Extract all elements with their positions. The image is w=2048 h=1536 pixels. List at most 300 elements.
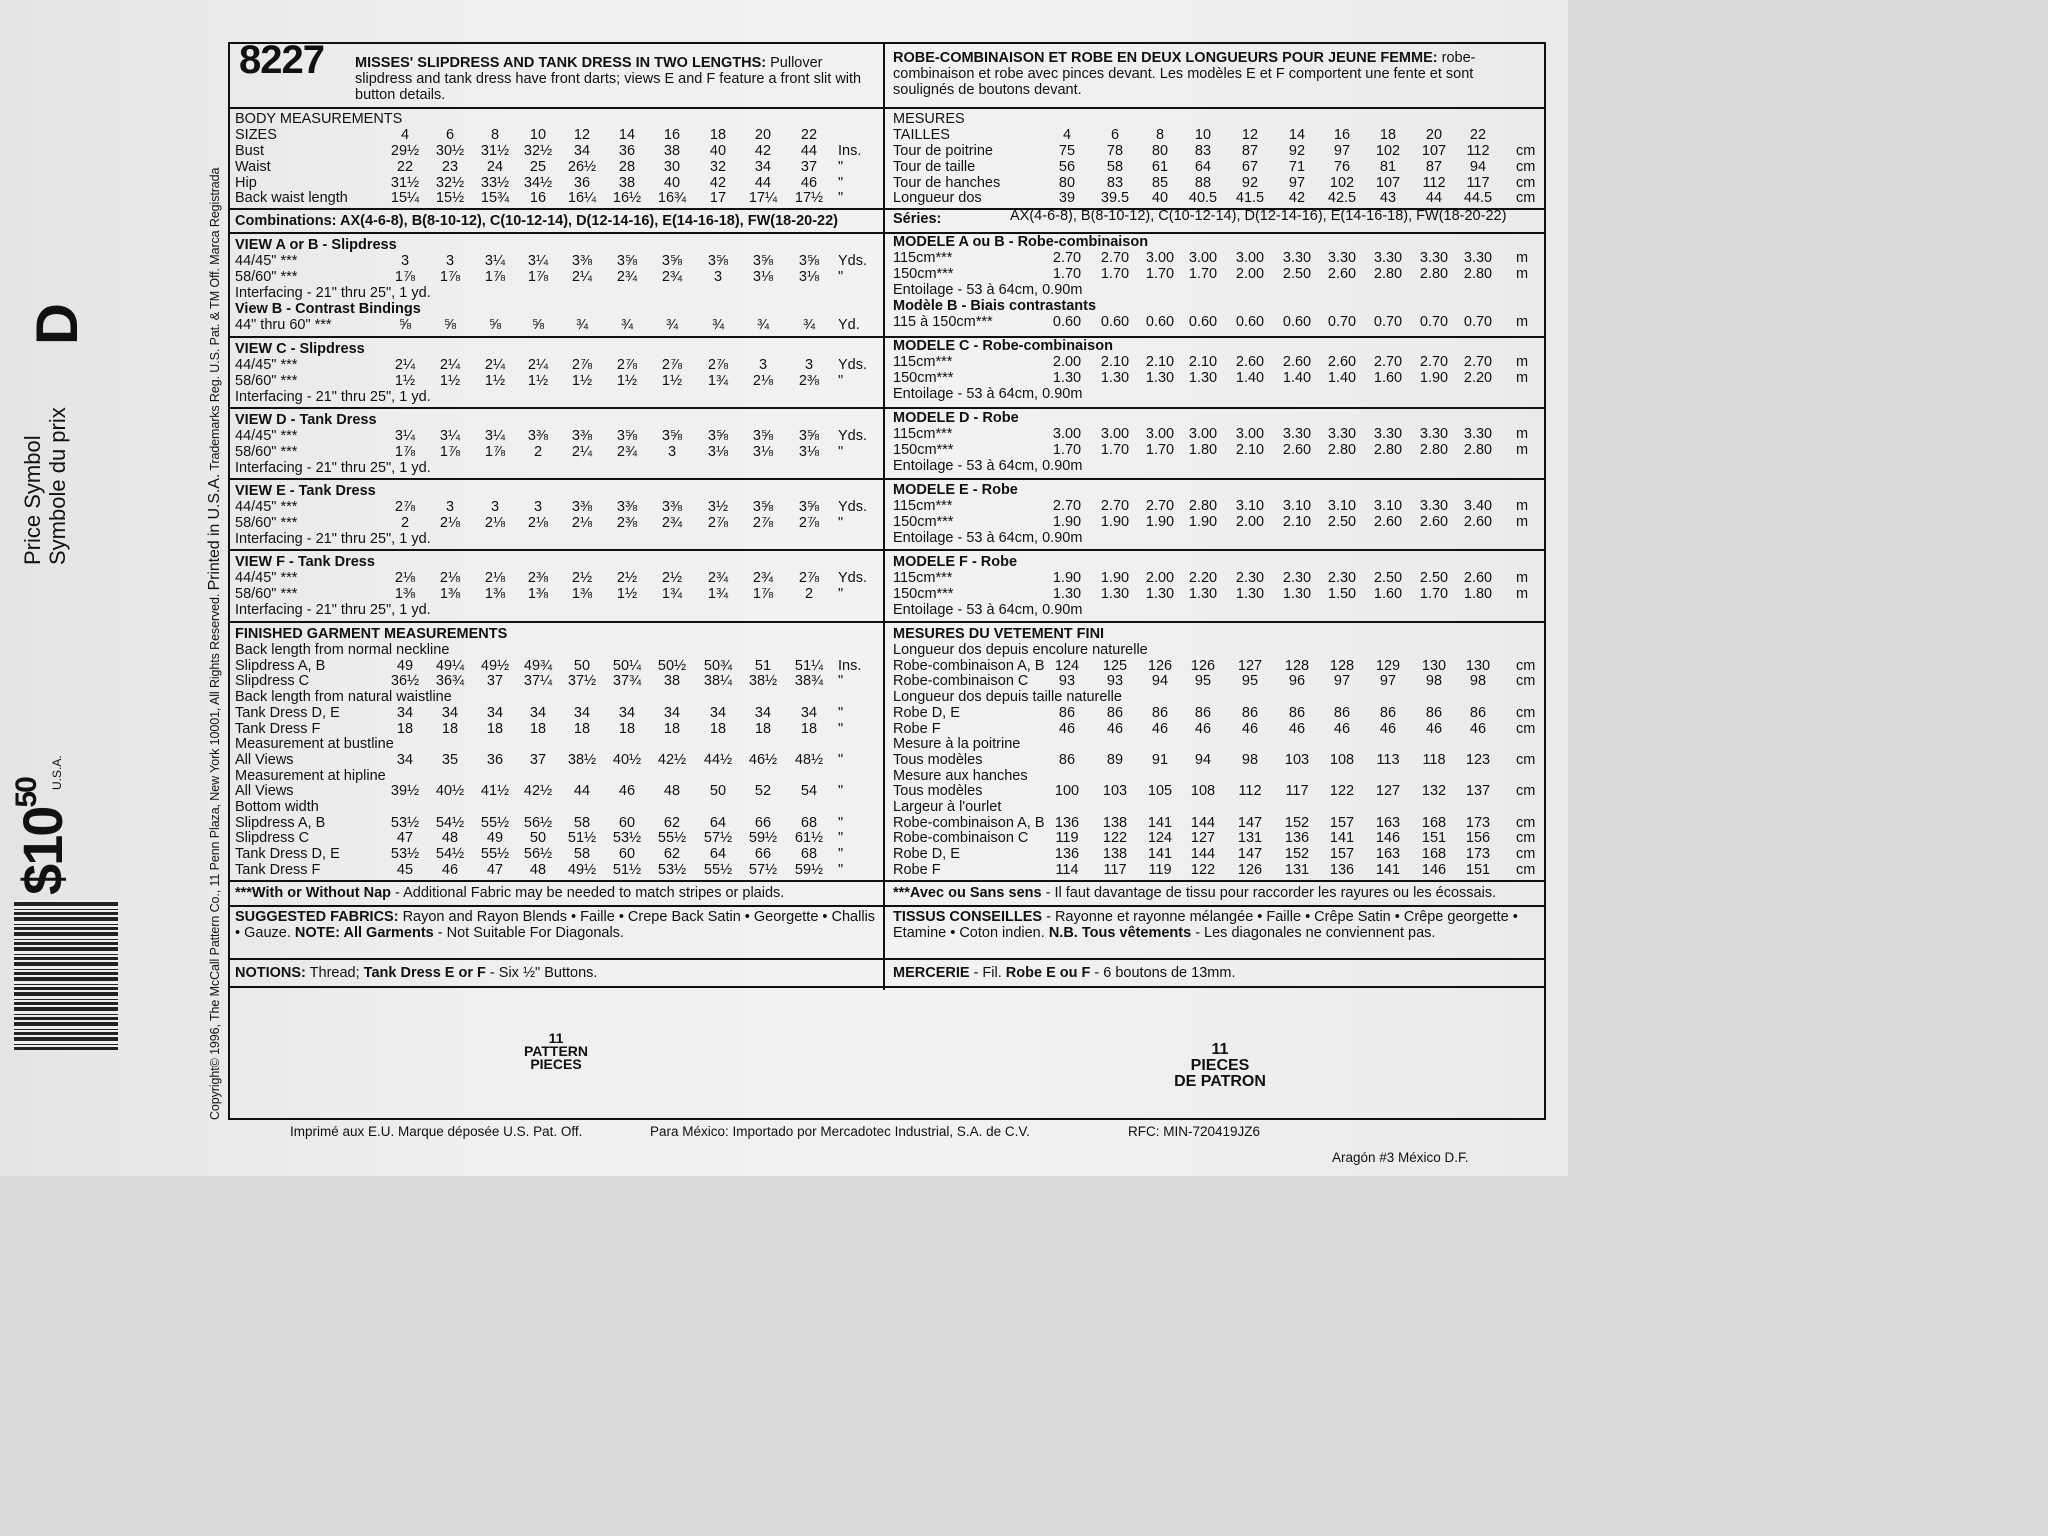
row-label: Robe D, E <box>893 704 960 721</box>
cell-value: 86 <box>1379 704 1397 721</box>
cell-value: 2⅛ <box>527 515 549 531</box>
suggested-fabrics: SUGGESTED FABRICS: Rayon and Rayon Blends • Faille • Crepe Back Satin • Georgette • Challis • Gauze. NOTE: All Garments - Not Suitable For Diagonals. <box>235 909 876 941</box>
divider-line <box>885 407 1546 409</box>
cell-value: 18 <box>529 720 547 737</box>
cell-value: 61 <box>1151 159 1169 175</box>
cell-value: 2⅞ <box>752 515 774 531</box>
divider-line <box>228 478 883 480</box>
unit-label: cm <box>1516 720 1536 737</box>
cell-value: 58 <box>1106 159 1124 175</box>
unit-label: m <box>1516 586 1529 602</box>
cell-value: 98 <box>1469 673 1487 690</box>
cell-value: 3.00 <box>1188 250 1218 266</box>
cell-value: 2¾ <box>661 269 683 285</box>
cell-value: 64 <box>709 814 727 831</box>
cell-value: 58 <box>573 814 591 831</box>
cell-value: 33½ <box>480 175 510 191</box>
cell-value: 18 <box>573 720 591 737</box>
row-label: Robe D, E <box>893 846 960 863</box>
finished-subheading: Back length from natural waistline <box>235 689 452 706</box>
finished-subheading: Longueur dos depuis taille naturelle <box>893 689 1122 706</box>
cell-value: 39 <box>1058 190 1076 206</box>
cell-value: 1.30 <box>1100 586 1130 602</box>
cell-value: 44 <box>1425 190 1443 206</box>
interfacing-note: Entoilage - 53 à 64cm, 0.90m <box>893 602 1083 618</box>
footer-mexico: Para México: Importado por Mercadotec Industrial, S.A. de C.V. <box>650 1124 1030 1139</box>
cell-value: 14 <box>1288 127 1306 143</box>
cell-value: 118 <box>1422 751 1446 768</box>
cell-value: 55½ <box>480 814 510 831</box>
cell-value: 50½ <box>657 657 687 674</box>
row-label: 150cm*** <box>893 514 954 530</box>
cell-value: 117 <box>1285 783 1309 800</box>
cell-value: 2¼ <box>527 357 549 373</box>
cell-value: 127 <box>1375 783 1401 800</box>
cell-value: 3.30 <box>1327 250 1357 266</box>
cell-value: 3 <box>804 357 814 373</box>
cell-value: 36 <box>573 175 591 191</box>
cell-value: 3 <box>445 499 455 515</box>
cell-value: 87 <box>1425 159 1443 175</box>
notions: MERCERIE - Fil. Robe E ou F - 6 boutons de 13mm. <box>893 965 1236 981</box>
cell-value: 1⅜ <box>484 586 506 602</box>
cell-value: 22 <box>800 127 818 143</box>
cell-value: 138 <box>1102 846 1128 863</box>
cell-value: 124 <box>1054 657 1080 674</box>
cell-value: 32½ <box>523 143 553 159</box>
cell-value: 3⅜ <box>661 499 683 515</box>
cell-value: 1.90 <box>1100 570 1130 586</box>
cell-value: 3⅝ <box>616 253 638 269</box>
cell-value: 18 <box>800 720 818 737</box>
cell-value: 97 <box>1379 673 1397 690</box>
cell-value: 2⅛ <box>484 515 506 531</box>
cell-value: 2.60 <box>1282 354 1312 370</box>
cell-value: 23 <box>441 159 459 175</box>
cell-value: 3⅝ <box>707 253 729 269</box>
cell-value: 83 <box>1106 175 1124 191</box>
cell-value: 15¾ <box>480 190 510 206</box>
row-label: 115cm*** <box>893 354 953 370</box>
cell-value: 2⅜ <box>616 515 638 531</box>
cell-value: 1.30 <box>1188 586 1218 602</box>
cell-value: 3¼ <box>439 428 461 444</box>
cell-value: 67 <box>1241 159 1259 175</box>
price-symbol-label-fr: Symbole du prix <box>45 407 70 565</box>
cell-value: 3.00 <box>1100 426 1130 442</box>
divider-line <box>885 621 1546 623</box>
cell-value: 136 <box>1284 830 1310 847</box>
cell-value: 2.80 <box>1373 266 1403 282</box>
cell-value: 3 <box>667 444 677 460</box>
cell-value: 3½ <box>707 499 729 515</box>
row-label: 58/60" *** <box>235 269 298 285</box>
cell-value: 144 <box>1190 814 1216 831</box>
row-label: All Views <box>235 783 294 800</box>
unit-label: " <box>838 830 844 847</box>
cell-value: 86 <box>1194 704 1212 721</box>
cell-value: ¾ <box>802 317 816 333</box>
row-label: 44/45" *** <box>235 253 298 269</box>
cell-value: 130 <box>1421 657 1447 674</box>
price-letter: D <box>25 303 90 345</box>
cell-value: 16 <box>663 127 681 143</box>
cell-value: 49½ <box>480 657 510 674</box>
unit-label: cm <box>1516 143 1536 159</box>
cell-value: 2.80 <box>1327 442 1357 458</box>
cell-value: 3 <box>713 269 723 285</box>
cell-value: 3.10 <box>1373 498 1403 514</box>
row-label: 44/45" *** <box>235 357 298 373</box>
view-subtitle: Modèle B - Biais contrastants <box>893 298 1097 314</box>
cell-value: 46 <box>1333 720 1351 737</box>
cell-value: 53½ <box>390 846 420 863</box>
cell-value: 48 <box>663 783 681 800</box>
cell-value: 0.60 <box>1235 314 1265 330</box>
row-label: Back waist length <box>235 190 348 206</box>
finished-subheading: Largeur à l'ourlet <box>893 799 1002 815</box>
unit-label: Yds. <box>838 499 868 515</box>
cell-value: 31½ <box>390 175 420 191</box>
cell-value: 1.90 <box>1052 514 1082 530</box>
interfacing-note: Entoilage - 53 à 64cm, 0.90m <box>893 282 1083 298</box>
cell-value: 1.70 <box>1145 442 1175 458</box>
footer-rfc: RFC: MIN-720419JZ6 <box>1128 1124 1261 1139</box>
cell-value: 52 <box>754 783 772 800</box>
unit-label: " <box>838 846 844 863</box>
cell-value: 117 <box>1466 175 1490 191</box>
row-label: Robe-combinaison C <box>893 830 1029 847</box>
cell-value: 1½ <box>484 373 506 389</box>
cell-value: 34 <box>663 704 681 721</box>
cell-value: 57½ <box>703 830 733 847</box>
cell-value: 2¼ <box>571 444 593 460</box>
cell-value: 40½ <box>612 751 642 768</box>
cell-value: 37¾ <box>612 673 642 690</box>
cell-value: 85 <box>1151 175 1169 191</box>
cell-value: 2¼ <box>394 357 416 373</box>
cell-value: 48 <box>441 830 459 847</box>
cell-value: 28 <box>618 159 636 175</box>
footer-imprint: Imprimé aux E.U. Marque déposée U.S. Pat. Off. <box>290 1124 583 1139</box>
cell-value: 2⅞ <box>571 357 593 373</box>
cell-value: 2⅛ <box>439 570 461 586</box>
cell-value: 18 <box>618 720 636 737</box>
unit-label: " <box>838 586 844 602</box>
cell-value: 2.70 <box>1100 250 1130 266</box>
row-label: Slipdress A, B <box>235 814 326 831</box>
cell-value: ¾ <box>665 317 679 333</box>
cell-value: 2.70 <box>1419 354 1449 370</box>
cell-value: 81 <box>1379 159 1397 175</box>
cell-value: 102 <box>1375 143 1401 159</box>
cell-value: 3⅝ <box>752 428 774 444</box>
cell-value: 29½ <box>390 143 420 159</box>
cell-value: 146 <box>1421 861 1447 878</box>
cell-value: 151 <box>1421 830 1447 847</box>
cell-value: 18 <box>709 720 727 737</box>
cell-value: 151 <box>1465 861 1491 878</box>
cell-value: 163 <box>1375 814 1401 831</box>
cell-value: 3⅜ <box>527 428 549 444</box>
view-title: VIEW E - Tank Dress <box>235 483 376 499</box>
row-label: 58/60" *** <box>235 373 298 389</box>
cell-value: 3⅝ <box>798 253 820 269</box>
cell-value: 3¼ <box>484 253 506 269</box>
cell-value: 36 <box>618 143 636 159</box>
cell-value: 2.30 <box>1327 570 1357 586</box>
cell-value: 64 <box>709 846 727 863</box>
interfacing-note: Interfacing - 21" thru 25", 1 yd. <box>235 460 431 476</box>
cell-value: 168 <box>1421 846 1447 863</box>
row-label: 58/60" *** <box>235 444 298 460</box>
cell-value: 2¾ <box>661 515 683 531</box>
cell-value: 3.00 <box>1145 250 1175 266</box>
cell-value: 91 <box>1151 751 1169 768</box>
cell-value: 1½ <box>616 373 638 389</box>
cell-value: 1.50 <box>1327 586 1357 602</box>
finished-subheading: Mesure aux hanches <box>893 767 1028 784</box>
cell-value: 38¾ <box>794 673 824 690</box>
row-label: Tour de taille <box>893 159 976 175</box>
cell-value: 44.5 <box>1463 190 1493 206</box>
cell-value: 86 <box>1058 704 1076 721</box>
cell-value: 0.60 <box>1052 314 1082 330</box>
cell-value: 1¾ <box>707 373 729 389</box>
cell-value: 2⅜ <box>527 570 549 586</box>
view-title: VIEW F - Tank Dress <box>235 554 375 570</box>
row-label: 115cm*** <box>893 250 953 266</box>
cell-value: 129 <box>1375 657 1401 674</box>
cell-value: 34 <box>618 704 636 721</box>
unit-label: " <box>838 269 844 285</box>
cell-value: 34½ <box>523 175 553 191</box>
cell-value: 2.80 <box>1463 442 1493 458</box>
cell-value: 3 <box>490 499 500 515</box>
interfacing-note: Interfacing - 21" thru 25", 1 yd. <box>235 531 431 547</box>
interfacing-note: Interfacing - 21" thru 25", 1 yd. <box>235 602 431 618</box>
cell-value: 3⅝ <box>798 428 820 444</box>
row-label: Tank Dress F <box>235 720 321 737</box>
cell-value: 3.40 <box>1463 498 1493 514</box>
row-label: 44" thru 60" *** <box>235 317 332 333</box>
cell-value: 44½ <box>703 751 733 768</box>
series-label: Séries: <box>893 211 942 227</box>
divider-line <box>885 905 1546 907</box>
cell-value: 12 <box>1241 127 1259 143</box>
cell-value: 86 <box>1288 704 1306 721</box>
cell-value: 34 <box>396 704 414 721</box>
cell-value: 1½ <box>661 373 683 389</box>
divider-line <box>228 232 883 234</box>
cell-value: 66 <box>754 846 772 863</box>
unit-label: m <box>1516 354 1529 370</box>
cell-value: 6 <box>445 127 455 143</box>
cell-value: 2 <box>533 444 543 460</box>
cell-value: 2.10 <box>1188 354 1218 370</box>
cell-value: 1.30 <box>1100 370 1130 386</box>
cell-value: 80 <box>1151 143 1169 159</box>
cell-value: 46 <box>1194 720 1212 737</box>
cell-value: 46 <box>1241 720 1259 737</box>
cell-value: 64 <box>1194 159 1212 175</box>
cell-value: 1¾ <box>707 586 729 602</box>
cell-value: 34 <box>396 751 414 768</box>
cell-value: 2.60 <box>1327 266 1357 282</box>
cell-value: 39.5 <box>1100 190 1130 206</box>
cell-value: 0.70 <box>1327 314 1357 330</box>
unit-label: cm <box>1516 657 1536 674</box>
cell-value: 112 <box>1422 175 1446 191</box>
cell-value: 2⅛ <box>394 570 416 586</box>
cell-value: 1⅜ <box>394 586 416 602</box>
unit-label: cm <box>1516 751 1536 768</box>
cell-value: 2⅛ <box>484 570 506 586</box>
cell-value: 86 <box>1469 704 1487 721</box>
divider-line <box>228 880 883 882</box>
row-label: Slipdress C <box>235 673 310 690</box>
divider-line <box>885 880 1546 882</box>
cell-value: 92 <box>1241 175 1259 191</box>
cell-value: 37 <box>486 673 504 690</box>
cell-value: 18 <box>486 720 504 737</box>
cell-value: 137 <box>1465 783 1491 800</box>
cell-value: 16 <box>529 190 547 206</box>
unit-label: " <box>838 814 844 831</box>
cell-value: 1.80 <box>1188 442 1218 458</box>
pattern-description: MISSES' SLIPDRESS AND TANK DRESS IN TWO LENGTHS: Pullover slipdress and tank dress have front darts; views E and F feature a front slit with button details. <box>355 55 862 103</box>
cell-value: 30½ <box>435 143 465 159</box>
price-country: U.S.A. <box>50 755 64 790</box>
cell-value: 3¼ <box>527 253 549 269</box>
cell-value: 35 <box>441 751 459 768</box>
cell-value: 36¾ <box>435 673 465 690</box>
barcode <box>14 900 118 1050</box>
finished-subheading: Mesure à la poitrine <box>893 736 1021 753</box>
cell-value: 144 <box>1190 846 1216 863</box>
cell-value: 3.30 <box>1463 426 1493 442</box>
cell-value: 2.80 <box>1373 442 1403 458</box>
cell-value: 2¼ <box>439 357 461 373</box>
cell-value: 1.40 <box>1282 370 1312 386</box>
cell-value: 3.30 <box>1419 498 1449 514</box>
divider-line <box>885 549 1546 551</box>
cell-value: 55½ <box>657 830 687 847</box>
cell-value: 3 <box>445 253 455 269</box>
row-label: 44/45" *** <box>235 499 298 515</box>
cell-value: 4 <box>1062 127 1072 143</box>
cell-value: ¾ <box>620 317 634 333</box>
cell-value: 46½ <box>748 751 778 768</box>
cell-value: 26½ <box>567 159 597 175</box>
cell-value: 3⅜ <box>571 499 593 515</box>
cell-value: 2⅞ <box>661 357 683 373</box>
row-label: 150cm*** <box>893 442 954 458</box>
cell-value: 17¼ <box>748 190 778 206</box>
cell-value: 38½ <box>748 673 778 690</box>
cell-value: 1.30 <box>1052 586 1082 602</box>
cell-value: 3⅜ <box>571 253 593 269</box>
cell-value: 3⅛ <box>707 444 729 460</box>
unit-label: cm <box>1516 704 1536 721</box>
divider-line <box>228 986 883 988</box>
cell-value: 58 <box>573 846 591 863</box>
cell-value: 80 <box>1058 175 1076 191</box>
cell-value: 152 <box>1284 846 1310 863</box>
cell-value: 0.60 <box>1100 314 1130 330</box>
divider-line <box>885 958 1546 960</box>
unit-label: Yds. <box>838 253 868 269</box>
cell-value: 51 <box>754 657 772 674</box>
cell-value: 60 <box>618 846 636 863</box>
finished-subheading: Back length from normal neckline <box>235 642 450 658</box>
cell-value: 42 <box>754 143 772 159</box>
cell-value: 50¼ <box>612 657 642 674</box>
cell-value: 6 <box>1110 127 1120 143</box>
cell-value: 46 <box>1425 720 1443 737</box>
finished-subheading: Measurement at hipline <box>235 767 386 784</box>
unit-label: Yds. <box>838 357 868 373</box>
nap-note: ***With or Without Nap - Additional Fabric may be needed to match stripes or plaids. <box>235 885 785 901</box>
cell-value: 2.80 <box>1419 266 1449 282</box>
unit-label: " <box>838 751 844 768</box>
cell-value: 173 <box>1465 814 1491 831</box>
cell-value: 43 <box>1379 190 1397 206</box>
unit-label: Yds. <box>838 428 868 444</box>
cell-value: 3⅝ <box>798 499 820 515</box>
finished-subheading: Measurement at bustline <box>235 736 394 753</box>
row-label: 115cm*** <box>893 426 953 442</box>
cell-value: 1½ <box>616 586 638 602</box>
cell-value: 15¼ <box>390 190 420 206</box>
finished-subheading: Longueur dos depuis encolure naturelle <box>893 642 1148 658</box>
cell-value: 54½ <box>435 814 465 831</box>
cell-value: 46 <box>1469 720 1487 737</box>
cell-value: 2.30 <box>1235 570 1265 586</box>
cell-value: 1⅞ <box>439 444 461 460</box>
cell-value: 1.30 <box>1188 370 1218 386</box>
unit-label: " <box>838 444 844 460</box>
suggested-fabrics: TISSUS CONSEILLES - Rayonne et rayonne mélangée • Faille • Crêpe Satin • Crêpe georgette • Etamine • Coton indien. N.B. Tous vêtements - Les diagonales ne conviennent pas. <box>893 909 1518 941</box>
cell-value: 123 <box>1465 751 1491 768</box>
cell-value: 86 <box>1425 704 1443 721</box>
view-title: MODELE C - Robe-combinaison <box>893 338 1113 354</box>
cell-value: 2¼ <box>571 269 593 285</box>
cell-value: 17 <box>709 190 727 206</box>
row-label: Robe-combinaison A, B <box>893 814 1045 831</box>
cell-value: 40 <box>1151 190 1169 206</box>
cell-value: 3.30 <box>1419 250 1449 266</box>
unit-label: cm <box>1516 846 1536 863</box>
cell-value: 46 <box>1058 720 1076 737</box>
cell-value: 16 <box>1333 127 1351 143</box>
cell-value: 50 <box>529 830 547 847</box>
cell-value: 1⅞ <box>527 269 549 285</box>
cell-value: 1.30 <box>1052 370 1082 386</box>
body-measurements-heading: BODY MEASUREMENTS <box>235 111 403 127</box>
cell-value: 68 <box>800 846 818 863</box>
cell-value: 95 <box>1194 673 1212 690</box>
cell-value: 42½ <box>657 751 687 768</box>
cell-value: 94 <box>1151 673 1169 690</box>
cell-value: 3 <box>758 357 768 373</box>
cell-value: 3.30 <box>1282 250 1312 266</box>
row-label: 115 à 150cm*** <box>893 314 993 330</box>
cell-value: 48 <box>529 861 547 878</box>
cell-value: 10 <box>529 127 547 143</box>
cell-value: 2½ <box>571 570 593 586</box>
cell-value: 3.00 <box>1145 426 1175 442</box>
